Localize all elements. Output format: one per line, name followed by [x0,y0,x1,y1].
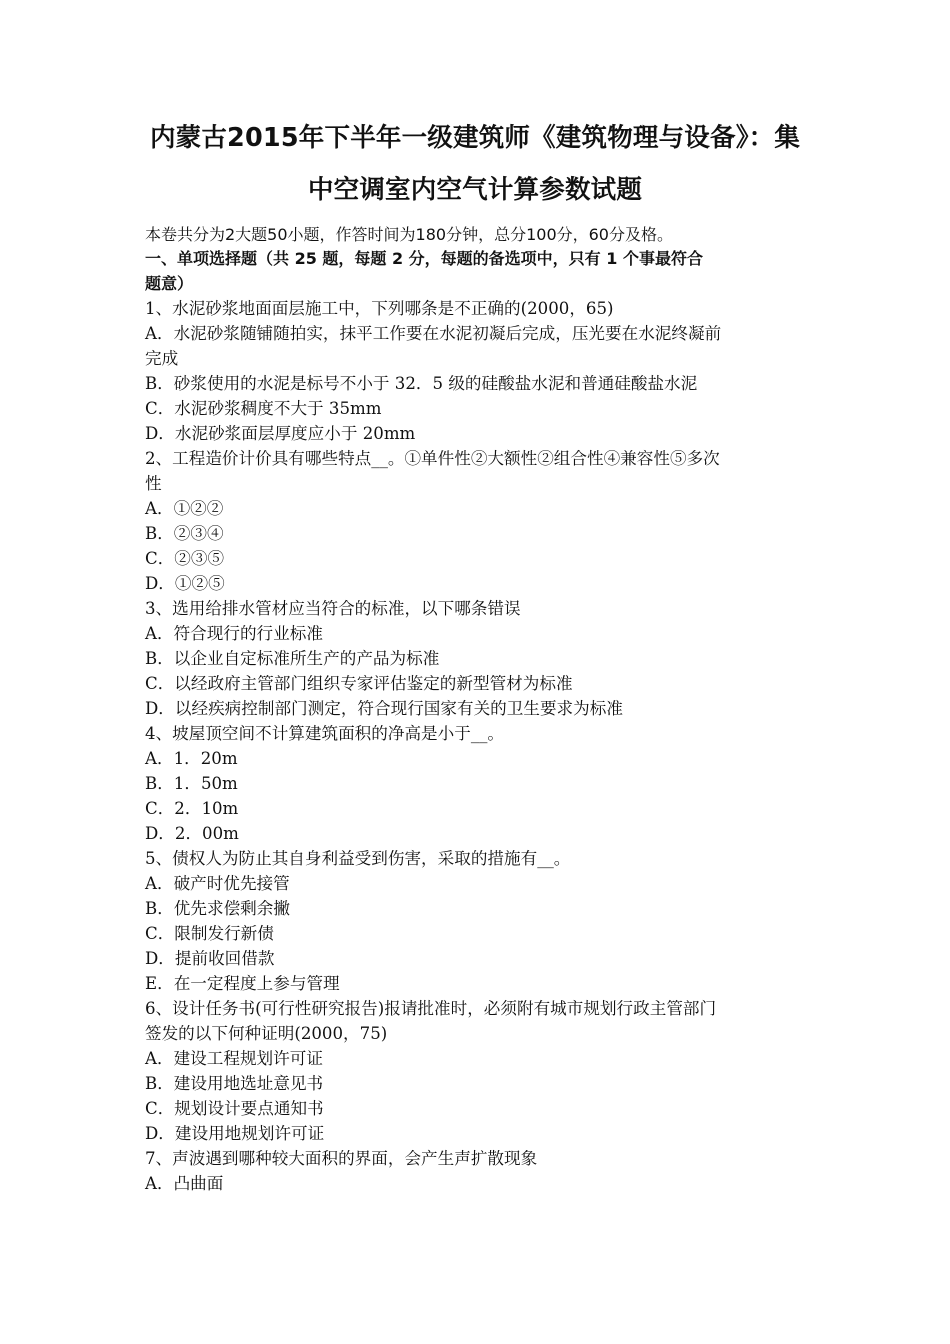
exam-intro: 本卷共分为2大题50小题，作答时间为180分钟，总分100分，60分及格。 [145,225,673,244]
option-6d: D．建设用地规划许可证 [145,1124,325,1143]
option-6b: B．建设用地选址意见书 [145,1074,324,1093]
option-1b: B．砂浆使用的水泥是标号不小于 32．5 级的硅酸盐水泥和普通硅酸盐水泥 [145,374,698,393]
option-5d: D．提前收回借款 [145,949,275,968]
question-4: 4、坡屋顶空间不计算建筑面积的净高是小于__。 [145,724,505,743]
question-7: 7、声波遇到哪种较大面积的界面，会产生声扩散现象 [145,1149,538,1168]
option-3d: D．以经疾病控制部门测定，符合现行国家有关的卫生要求为标准 [145,699,623,718]
question-6-continued: 签发的以下何种证明(2000，75) [145,1024,388,1043]
option-1a-continued: 完成 [145,349,179,368]
question-2: 2、工程造价计价具有哪些特点__。①单件性②大额性②组合性④兼容性⑤多次 [145,449,720,468]
option-2a: A．①②② [145,499,224,518]
option-2d: D．①②⑤ [145,574,225,593]
document-title-line-2: 中空调室内空气计算参数试题 [307,175,643,205]
option-1a: A．水泥砂浆随铺随拍实，抹平工作要在水泥初凝后完成，压光要在水泥终凝前 [145,324,722,343]
option-2b: B．②③④ [145,524,224,543]
option-6c: C．规划设计要点通知书 [145,1099,324,1118]
question-5: 5、债权人为防止其自身利益受到伤害，采取的措施有__。 [145,849,571,868]
option-5c: C．限制发行新债 [145,924,274,943]
question-2-continued: 性 [145,474,162,493]
option-1d: D．水泥砂浆面层厚度应小于 20mm [145,424,416,443]
option-5e: E．在一定程度上参与管理 [145,974,340,993]
option-2c: C．②③⑤ [145,549,225,568]
option-3b: B．以企业自定标准所生产的产品为标准 [145,649,440,668]
option-4a: A．1．20m [145,749,238,768]
section-heading-line-1: 一、单项选择题（共 25 题，每题 2 分，每题的备选项中，只有 1 个事最符合 [145,249,703,268]
question-3: 3、选用给排水管材应当符合的标准，以下哪条错误 [145,599,521,618]
section-heading-line-2: 题意） [145,274,194,293]
option-6a: A．建设工程规划许可证 [145,1049,323,1068]
option-5b: B．优先求偿剩余撇 [145,899,290,918]
option-4c: C．2．10m [145,799,239,818]
option-5a: A．破产时优先接管 [145,874,290,893]
option-4d: D．2．00m [145,824,239,843]
question-6: 6、设计任务书(可行性研究报告)报请批准时，必须附有城市规划行政主管部门 [145,999,717,1018]
question-1: 1、水泥砂浆地面面层施工中，下列哪条是不正确的(2000，65) [145,299,614,318]
option-7a: A．凸曲面 [145,1174,224,1193]
document-title-line-1: 内蒙古2015年下半年一级建筑师《建筑物理与设备》：集 [149,123,801,153]
option-1c: C．水泥砂浆稠度不大于 35mm [145,399,382,418]
option-3a: A．符合现行的行业标准 [145,624,323,643]
option-4b: B．1．50m [145,774,238,793]
option-3c: C．以经政府主管部门组织专家评估鉴定的新型管材为标准 [145,674,573,693]
